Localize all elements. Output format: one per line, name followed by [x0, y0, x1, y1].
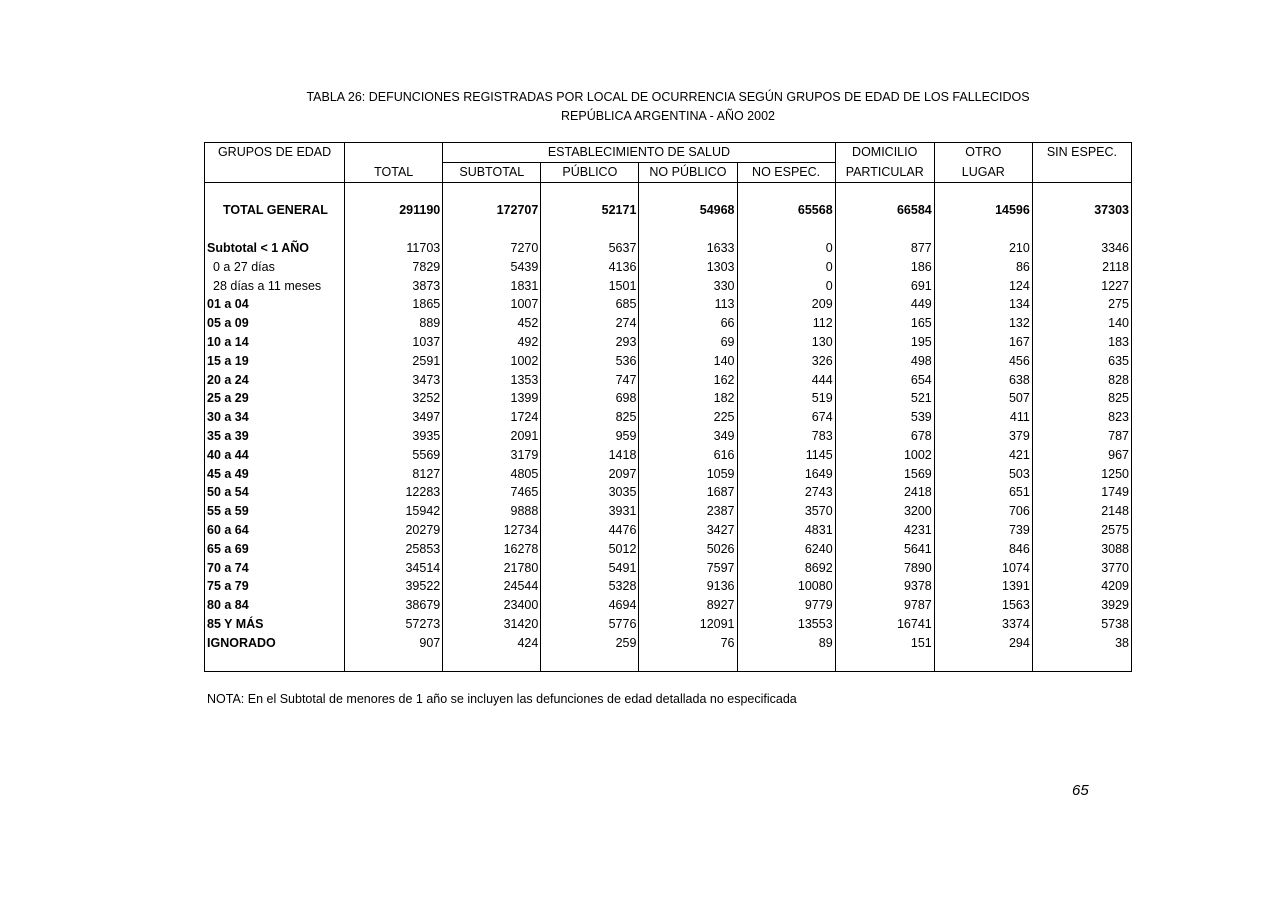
cell-value: 3935	[345, 427, 443, 446]
table-row	[205, 559, 1132, 578]
cell-value: 16278	[443, 540, 541, 559]
cell-value: 140	[1032, 314, 1131, 333]
cell-value: 1501	[541, 277, 639, 296]
cell-value: 9787	[835, 596, 934, 615]
cell-value: 130	[737, 333, 835, 352]
cell-value: 449	[835, 295, 934, 314]
cell-value: 183	[1032, 333, 1131, 352]
cell-value: 2575	[1032, 521, 1131, 540]
cell-value: 1563	[934, 596, 1032, 615]
cell-value: 5026	[639, 540, 737, 559]
cell-value: 4805	[443, 465, 541, 484]
table-row	[205, 427, 1132, 446]
cell-value: 1831	[443, 277, 541, 296]
cell-value: 13553	[737, 615, 835, 634]
cell-value: 1002	[443, 352, 541, 371]
cell-value: 293	[541, 333, 639, 352]
cell-value: 89	[737, 634, 835, 653]
table-row	[205, 352, 1132, 371]
total-general-value: 54968	[639, 201, 737, 220]
cell-value: 3088	[1032, 540, 1131, 559]
total-general-value: 37303	[1032, 201, 1131, 220]
cell-value: 3929	[1032, 596, 1131, 615]
cell-value: 5012	[541, 540, 639, 559]
cell-value: 165	[835, 314, 934, 333]
cell-value: 3035	[541, 483, 639, 502]
cell-value: 498	[835, 352, 934, 371]
page-number: 65	[1072, 782, 1089, 799]
age-group-label: 25 a 29	[205, 389, 345, 408]
cell-value: 8127	[345, 465, 443, 484]
cell-value: 959	[541, 427, 639, 446]
cell-value: 421	[934, 446, 1032, 465]
cell-value: 4476	[541, 521, 639, 540]
cell-value: 3374	[934, 615, 1032, 634]
cell-value: 7829	[345, 258, 443, 277]
cell-value: 536	[541, 352, 639, 371]
cell-value: 492	[443, 333, 541, 352]
cell-value: 823	[1032, 408, 1131, 427]
table-row	[205, 502, 1132, 521]
cell-value: 209	[737, 295, 835, 314]
cell-value: 8927	[639, 596, 737, 615]
cell-value: 787	[1032, 427, 1131, 446]
cell-value: 1399	[443, 389, 541, 408]
table-row	[205, 521, 1132, 540]
cell-value: 2118	[1032, 258, 1131, 277]
cell-value: 3346	[1032, 239, 1131, 258]
age-group-label: 30 a 34	[205, 408, 345, 427]
table-row	[205, 465, 1132, 484]
cell-value: 1002	[835, 446, 934, 465]
cell-value: 186	[835, 258, 934, 277]
cell-value: 31420	[443, 615, 541, 634]
cell-value: 151	[835, 634, 934, 653]
cell-value: 167	[934, 333, 1032, 352]
cell-value: 5569	[345, 446, 443, 465]
header-total-top	[345, 143, 443, 163]
age-group-label: 70 a 74	[205, 559, 345, 578]
cell-value: 5641	[835, 540, 934, 559]
cell-value: 825	[1032, 389, 1131, 408]
age-group-label: 65 a 69	[205, 540, 345, 559]
cell-value: 706	[934, 502, 1032, 521]
spacer-row	[205, 182, 1132, 201]
cell-value: 747	[541, 371, 639, 390]
cell-value: 7597	[639, 559, 737, 578]
table-note: NOTA: En el Subtotal de menores de 1 año se incluyen las defunciones de edad detallada no especificada	[207, 692, 797, 706]
table-row	[205, 540, 1132, 559]
cell-value: 444	[737, 371, 835, 390]
header-grupos-edad: GRUPOS DE EDAD	[205, 143, 345, 163]
header-domicilio: DOMICILIO	[835, 143, 934, 163]
header-sin-espec-bottom	[1032, 162, 1131, 182]
age-group-label: 60 a 64	[205, 521, 345, 540]
table-row	[205, 615, 1132, 634]
table-row	[205, 446, 1132, 465]
cell-value: 2387	[639, 502, 737, 521]
cell-value: 1059	[639, 465, 737, 484]
cell-value: 349	[639, 427, 737, 446]
cell-value: 5328	[541, 577, 639, 596]
header-subtotal: SUBTOTAL	[443, 162, 541, 182]
total-general-value: 65568	[737, 201, 835, 220]
cell-value: 877	[835, 239, 934, 258]
cell-value: 1250	[1032, 465, 1131, 484]
cell-value: 1724	[443, 408, 541, 427]
cell-value: 635	[1032, 352, 1131, 371]
table-bottom-row	[205, 653, 1132, 672]
cell-value: 38679	[345, 596, 443, 615]
deaths-table	[204, 142, 1132, 672]
cell-value: 134	[934, 295, 1032, 314]
age-group-label: 55 a 59	[205, 502, 345, 521]
cell-value: 124	[934, 277, 1032, 296]
cell-value: 182	[639, 389, 737, 408]
total-general-value: 291190	[345, 201, 443, 220]
cell-value: 452	[443, 314, 541, 333]
cell-value: 4231	[835, 521, 934, 540]
cell-value: 195	[835, 333, 934, 352]
cell-value: 2743	[737, 483, 835, 502]
age-group-label: 28 días a 11 meses	[205, 277, 345, 296]
cell-value: 907	[345, 634, 443, 653]
header-row-2	[205, 162, 1132, 182]
cell-value: 10080	[737, 577, 835, 596]
spacer-row	[205, 220, 1132, 239]
cell-value: 2097	[541, 465, 639, 484]
header-publico: PÚBLICO	[541, 162, 639, 182]
cell-value: 521	[835, 389, 934, 408]
cell-value: 1569	[835, 465, 934, 484]
cell-value: 4209	[1032, 577, 1131, 596]
table-row	[205, 408, 1132, 427]
cell-value: 3179	[443, 446, 541, 465]
cell-value: 1007	[443, 295, 541, 314]
cell-value: 5637	[541, 239, 639, 258]
cell-value: 3770	[1032, 559, 1131, 578]
cell-value: 294	[934, 634, 1032, 653]
cell-value: 3931	[541, 502, 639, 521]
cell-value: 651	[934, 483, 1032, 502]
cell-value: 1145	[737, 446, 835, 465]
cell-value: 5491	[541, 559, 639, 578]
cell-value: 0	[737, 258, 835, 277]
header-grupos-bottom	[205, 162, 345, 182]
cell-value: 162	[639, 371, 737, 390]
cell-value: 12734	[443, 521, 541, 540]
table-row	[205, 596, 1132, 615]
cell-value: 698	[541, 389, 639, 408]
cell-value: 66	[639, 314, 737, 333]
cell-value: 507	[934, 389, 1032, 408]
cell-value: 8692	[737, 559, 835, 578]
cell-value: 2591	[345, 352, 443, 371]
cell-value: 7270	[443, 239, 541, 258]
cell-value: 9888	[443, 502, 541, 521]
cell-value: 1687	[639, 483, 737, 502]
cell-value: 34514	[345, 559, 443, 578]
cell-value: 678	[835, 427, 934, 446]
age-group-label: 10 a 14	[205, 333, 345, 352]
table-row	[205, 577, 1132, 596]
age-group-label: IGNORADO	[205, 634, 345, 653]
header-otro: OTRO	[934, 143, 1032, 163]
cell-value: 330	[639, 277, 737, 296]
cell-value: 3570	[737, 502, 835, 521]
header-lugar: LUGAR	[934, 162, 1032, 182]
cell-value: 424	[443, 634, 541, 653]
cell-value: 456	[934, 352, 1032, 371]
cell-value: 967	[1032, 446, 1131, 465]
cell-value: 9136	[639, 577, 737, 596]
cell-value: 691	[835, 277, 934, 296]
cell-value: 503	[934, 465, 1032, 484]
cell-value: 4694	[541, 596, 639, 615]
total-general-value: 66584	[835, 201, 934, 220]
cell-value: 1303	[639, 258, 737, 277]
cell-value: 23400	[443, 596, 541, 615]
cell-value: 828	[1032, 371, 1131, 390]
cell-value: 7465	[443, 483, 541, 502]
cell-value: 411	[934, 408, 1032, 427]
cell-value: 6240	[737, 540, 835, 559]
cell-value: 739	[934, 521, 1032, 540]
age-group-label: 15 a 19	[205, 352, 345, 371]
age-group-label: 35 a 39	[205, 427, 345, 446]
cell-value: 326	[737, 352, 835, 371]
cell-value: 38	[1032, 634, 1131, 653]
table-row	[205, 634, 1132, 653]
cell-value: 1391	[934, 577, 1032, 596]
total-general-value: 172707	[443, 201, 541, 220]
table-row	[205, 239, 1132, 258]
age-group-label: 50 a 54	[205, 483, 345, 502]
header-no-espec: NO ESPEC.	[737, 162, 835, 182]
cell-value: 674	[737, 408, 835, 427]
cell-value: 259	[541, 634, 639, 653]
cell-value: 9779	[737, 596, 835, 615]
header-particular: PARTICULAR	[835, 162, 934, 182]
table-row	[205, 389, 1132, 408]
age-group-label: 75 a 79	[205, 577, 345, 596]
cell-value: 4136	[541, 258, 639, 277]
cell-value: 39522	[345, 577, 443, 596]
header-sin-espec: SIN ESPEC.	[1032, 143, 1131, 163]
cell-value: 1633	[639, 239, 737, 258]
cell-value: 20279	[345, 521, 443, 540]
cell-value: 519	[737, 389, 835, 408]
cell-value: 275	[1032, 295, 1131, 314]
total-general-row	[205, 201, 1132, 220]
age-group-label: 80 a 84	[205, 596, 345, 615]
header-total: TOTAL	[345, 162, 443, 182]
cell-value: 1037	[345, 333, 443, 352]
cell-value: 69	[639, 333, 737, 352]
age-group-label: 01 a 04	[205, 295, 345, 314]
cell-value: 1074	[934, 559, 1032, 578]
cell-value: 1227	[1032, 277, 1131, 296]
cell-value: 76	[639, 634, 737, 653]
age-group-label: 20 a 24	[205, 371, 345, 390]
cell-value: 15942	[345, 502, 443, 521]
cell-value: 12091	[639, 615, 737, 634]
cell-value: 846	[934, 540, 1032, 559]
age-group-label: 40 a 44	[205, 446, 345, 465]
table-row	[205, 258, 1132, 277]
header-establecimiento: ESTABLECIMIENTO DE SALUD	[443, 143, 835, 163]
table-subtitle: REPÚBLICA ARGENTINA - AÑO 2002	[561, 109, 775, 123]
cell-value: 2148	[1032, 502, 1131, 521]
cell-value: 225	[639, 408, 737, 427]
table-row	[205, 371, 1132, 390]
cell-value: 86	[934, 258, 1032, 277]
age-group-label: 45 a 49	[205, 465, 345, 484]
cell-value: 685	[541, 295, 639, 314]
cell-value: 0	[737, 277, 835, 296]
cell-value: 112	[737, 314, 835, 333]
cell-value: 25853	[345, 540, 443, 559]
table-row	[205, 483, 1132, 502]
cell-value: 616	[639, 446, 737, 465]
table-row	[205, 314, 1132, 333]
cell-value: 379	[934, 427, 1032, 446]
total-general-label: TOTAL GENERAL	[205, 201, 345, 220]
cell-value: 5439	[443, 258, 541, 277]
cell-value: 3497	[345, 408, 443, 427]
cell-value: 4831	[737, 521, 835, 540]
cell-value: 3252	[345, 389, 443, 408]
age-group-label: 85 Y MÁS	[205, 615, 345, 634]
cell-value: 0	[737, 239, 835, 258]
total-general-value: 14596	[934, 201, 1032, 220]
table-title: TABLA 26: DEFUNCIONES REGISTRADAS POR LOCAL DE OCURRENCIA SEGÚN GRUPOS DE EDAD DE LOS FALLECIDOS	[306, 90, 1030, 104]
cell-value: 638	[934, 371, 1032, 390]
age-group-label: 0 a 27 días	[205, 258, 345, 277]
cell-value: 825	[541, 408, 639, 427]
cell-value: 3427	[639, 521, 737, 540]
cell-value: 2091	[443, 427, 541, 446]
cell-value: 132	[934, 314, 1032, 333]
table-row	[205, 277, 1132, 296]
cell-value: 7890	[835, 559, 934, 578]
cell-value: 889	[345, 314, 443, 333]
cell-value: 2418	[835, 483, 934, 502]
cell-value: 57273	[345, 615, 443, 634]
cell-value: 9378	[835, 577, 934, 596]
cell-value: 274	[541, 314, 639, 333]
cell-value: 5738	[1032, 615, 1131, 634]
header-no-publico: NO PÚBLICO	[639, 162, 737, 182]
cell-value: 3873	[345, 277, 443, 296]
cell-value: 12283	[345, 483, 443, 502]
header-row-1	[205, 143, 1132, 163]
cell-value: 5776	[541, 615, 639, 634]
cell-value: 113	[639, 295, 737, 314]
cell-value: 140	[639, 352, 737, 371]
cell-value: 539	[835, 408, 934, 427]
cell-value: 16741	[835, 615, 934, 634]
cell-value: 654	[835, 371, 934, 390]
age-group-label: 05 a 09	[205, 314, 345, 333]
table-row	[205, 295, 1132, 314]
cell-value: 3473	[345, 371, 443, 390]
table-row	[205, 333, 1132, 352]
cell-value: 11703	[345, 239, 443, 258]
age-group-label: Subtotal < 1 AÑO	[205, 239, 345, 258]
cell-value: 783	[737, 427, 835, 446]
cell-value: 1649	[737, 465, 835, 484]
cell-value: 3200	[835, 502, 934, 521]
total-general-value: 52171	[541, 201, 639, 220]
cell-value: 1353	[443, 371, 541, 390]
cell-value: 1865	[345, 295, 443, 314]
cell-value: 1749	[1032, 483, 1131, 502]
cell-value: 1418	[541, 446, 639, 465]
cell-value: 24544	[443, 577, 541, 596]
cell-value: 210	[934, 239, 1032, 258]
cell-value: 21780	[443, 559, 541, 578]
